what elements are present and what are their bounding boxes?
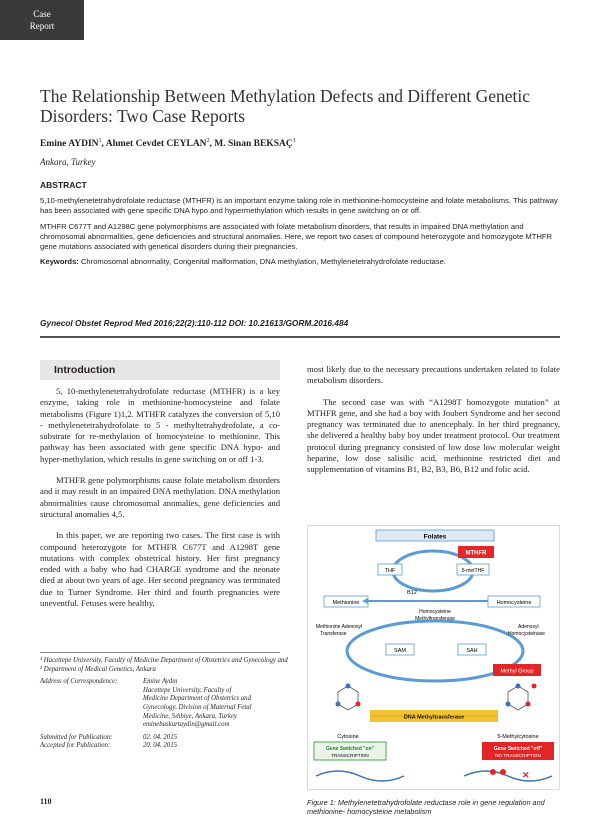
intro-paragraph-1: 5, 10-methylenetetrahydrofolate reductase (MTHFR) is a key enzyme, taking role in methionine-homocysteine and folate metabolisms (Figure 1)1,2. MTHFR catalyzes the conversion of 5,10 - methylenetetrahydrofolate to 5 - methyltetrahydrofolate, a co-substrate for re-methylation of homocysteine to methionine. This pathway has been associated with gene specific DNA hypo- and hyper-methylation, which results in gene switching on or off 1-3. — [40, 386, 280, 464]
cytosine-molecule — [336, 684, 361, 711]
methionine-label: Methionine — [332, 600, 360, 606]
aht-label-1: Adenosyl — [518, 624, 539, 630]
citation-line: Gynecol Obstet Reprod Med 2016;22(2):110-112 DOI: 10.21613/GORM.2016.484 — [40, 318, 349, 328]
b12-label: B12 — [407, 590, 417, 596]
blocked-icon: ✕ — [522, 770, 530, 780]
correspondence-email[interactable]: eminebaskurtaydin@gmail.com — [143, 721, 230, 729]
gene-on-label: Gene Switched "on" — [325, 746, 375, 752]
affiliation: ¹ Hacettepe University, Faculty of Medicine Department of Obstetrics and Gynecology and ² Department of Medical Genetics, Ankara — [40, 657, 288, 673]
submitted-date: Submitted for Publication: 02. 04. 2015 — [40, 733, 177, 741]
right-paragraph-1: most likely due to the necessary precautions undertaken related to folate metabolism disorders. — [307, 364, 560, 386]
dna-strand-right — [464, 771, 552, 781]
figure-caption: Figure 1: Methylenetetrahydrofolate reductase role in gene regulation and methionine- homocysteine metabolism — [307, 798, 545, 817]
transcription-label: TRANSCRIPTION — [331, 753, 369, 758]
author-location: Ankara, Turkey — [40, 157, 96, 167]
page-number: 110 — [40, 797, 52, 806]
mat-label-2: Transferase — [320, 631, 347, 637]
tab-line-1: Case — [33, 9, 51, 19]
cytosine-label: Cytosine — [337, 734, 359, 740]
methylcytosine-molecule — [506, 684, 537, 711]
figure-1 — [307, 525, 560, 790]
abstract-paragraph-1: 5,10-methylenetetrahydrofolate reductase (MTHFR) is an important enzyme taking role in methionine-homocysteine and folate metabolisms. This pathway has been associated with gene specific DNA hypo and hypermethylation which results in gene switching on or off. — [40, 196, 558, 216]
mthfr-label: MTHFR — [465, 550, 487, 557]
section-divider — [40, 336, 560, 338]
folates-label: Folates — [423, 533, 447, 541]
correspondence-address: Emine Aydın Hacettepe University, Faculty of Medicine Department of Obstetrics and Gynecology, Division of Maternal Fetal Medicine, Sıhhiye, Ankara, Turkey eminebaskurtaydin@gmail.com — [143, 678, 252, 729]
introduction-heading: Introduction — [40, 360, 280, 380]
methyl-mark-2 — [500, 769, 506, 775]
thf-label: THF — [384, 568, 396, 574]
hmt-label-1: Homocysteine — [419, 609, 451, 615]
author-3: M. Sinan BEKSAÇ — [214, 139, 293, 150]
methyl-group-label: Methyl Group — [500, 668, 534, 675]
gene-off-label: Gene Switched "off" — [493, 746, 543, 752]
abstract-paragraph-2: MTHFR C677T and A1298C gene polymorphisms are associated with folate metabolism disorders, that results in impaired DNA methylation and chromosomal abnormalities, gene deficiencies and structural anomalies. Here, we report two cases of compound heterozygote and homozygote MTHFR gene mutations associated with genetical disorders during their pregnancies. — [40, 221, 552, 252]
footnote-rule — [40, 652, 280, 653]
methyl-mark-1 — [490, 769, 496, 775]
methylcytosine-label: 5-Methylcytosine — [497, 734, 539, 740]
article-title: The Relationship Between Methylation Defects and Different Genetic Disorders: Two Case Reports — [40, 86, 530, 126]
author-1: Emine AYDIN — [40, 139, 99, 150]
left-column — [40, 386, 280, 619]
footnotes — [40, 657, 290, 751]
case-report-tab — [0, 0, 84, 40]
right-paragraph-2: The second case was with “A1298T homozygote mutation” at MTHFR gene, and she had a boy with Joubert Syndrome and her second pregnancy was terminated due to anencephaly. In her third pregnancy, she delivered a healthy baby boy under treatment protocol. Our treatment protocol during pregnancy consisted of low dose low molecular weight heparine, low dose salisilic acid, methionine restricted diet and supplementation of vitamins B1, B2, B3, B6, B12 and folic acid. — [307, 396, 560, 475]
correspondence: Address of Correspondence: Emine Aydın Hacettepe University, Faculty of Medicine Department of Obstetrics and Gynecology, Division of Maternal Fetal Medicine, Sıhhiye, Ankara, Turkey eminebaskurtaydin@gmail.com — [40, 678, 252, 729]
abstract — [40, 180, 565, 272]
no-transcription-label: NO TRANSCRIPTION — [495, 753, 541, 758]
author-2: Ahmet Cevdet CEYLAN — [105, 139, 207, 150]
dna-strand-left — [316, 771, 404, 781]
abstract-heading: ABSTRACT — [40, 180, 87, 190]
author-list: Emine AYDIN$^1$, Ahmet Cevdet CEYLAN$^2$, M. Sinan BEKSAÇ$^1$ — [40, 138, 296, 150]
sam-label: SAM — [394, 648, 406, 654]
mat-label-1: Methionine Adenosyl — [316, 624, 363, 630]
methylation-pathway-diagram — [308, 526, 559, 789]
keywords: Keywords: Chromosomal abnormality, Congenital malformation, DNA methylation, Methylenetetrahydrofolate reductase. — [40, 257, 446, 267]
sah-label: SAH — [466, 648, 478, 654]
hmt-label-2: Methyltransferase — [415, 616, 455, 622]
aht-label-2: Homocysteinase — [508, 631, 545, 637]
accepted-date: Accepted for Publication: 20. 04. 2015 — [40, 742, 177, 750]
intro-paragraph-3: In this paper, we are reporting two cases. The first case is with compound heterozygote for MTHFR C677T and A1298T gene mutations with complex obstetrical history. Her first pregnancy ended with a baby who had CHARGE syndrome and the neonate died at about two years of age. Her second pregnancy was terminated due to Turner Syndrome. Her third and fourth pregnancies were uneventful. Fetuses were healthy, — [40, 530, 280, 609]
right-column — [307, 364, 560, 486]
tab-line-2: Report — [29, 21, 55, 31]
intro-paragraph-2: MTHFR gene polymorphisms cause folate metabolism disorders and it may result in an impaired DNA methylation. DNA methylation abnormalities cause chromosomal anomalies, gene deficiencies and structural anomalies 4,5. — [40, 475, 280, 519]
homocysteine-label: Homocysteine — [496, 600, 532, 606]
dnmt-label: DNA Methyltransferase — [403, 714, 465, 721]
methylthf-label: 5-metTHF — [461, 568, 485, 574]
